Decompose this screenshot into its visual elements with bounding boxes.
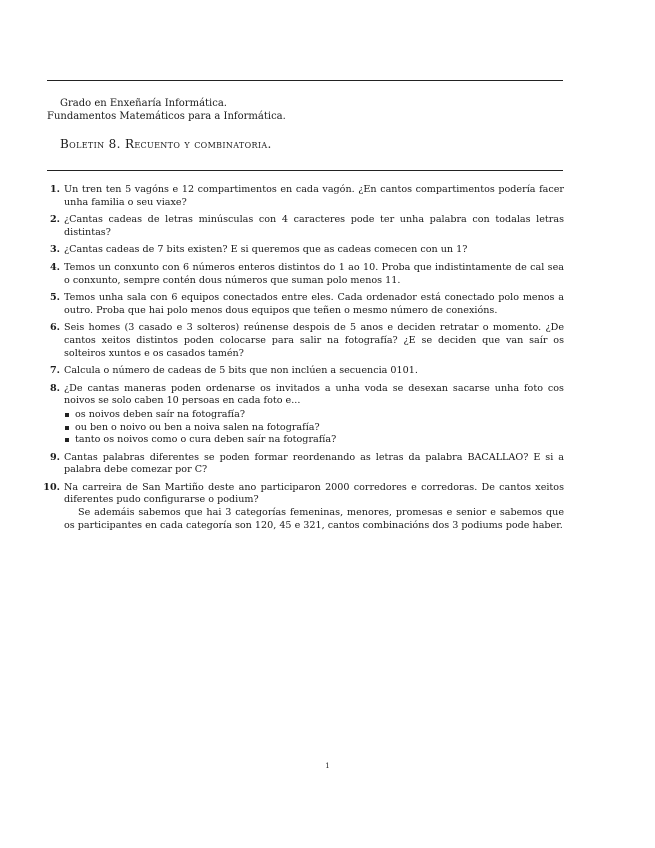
exercise-number: 5. <box>49 292 60 304</box>
top-rule <box>47 80 563 81</box>
exercise-continuation: Se ademáis sabemos que hai 3 categorías femeninas, menores, promesas e senior e sabemos que os participantes en cada categoría son 120, 45 e 321, cantos combinacións dos 3 podiums pode haber. <box>64 507 564 531</box>
sub-item <box>64 422 564 435</box>
sub-item <box>64 434 564 447</box>
exercise-item <box>14 262 564 287</box>
square-bullet-icon <box>65 426 69 430</box>
exercise-list <box>14 184 564 537</box>
exercise-text: ¿De cantas maneras poden ordenarse os invitados a unha voda se desexan sacarse unha foto cos noivos se solo caben 10 persoas en cada foto e... <box>64 382 564 407</box>
exercise-number: 10. <box>43 481 60 493</box>
exercise-item <box>14 292 564 317</box>
exercise-text: ¿Cantas cadeas de 7 bits existen? E si queremos que as cadeas comecen con un 1? <box>64 244 468 256</box>
exercise-text: Cantas palabras diferentes se poden formar reordenando as letras da palabra BACALLAO? E si a palabra debe comezar por C? <box>64 451 564 476</box>
exercise-text: Na carreira de San Martiño deste ano participaron 2000 corredores e corredoras. De cantos xeitos diferentes pudo configurarse o podium? <box>64 481 564 506</box>
exercise-number: 6. <box>49 322 60 334</box>
square-bullet-icon <box>65 438 69 442</box>
exercise-text: Temos un conxunto con 6 números enteros distintos do 1 ao 10. Proba que indistintamente de cal sea o conxunto, sempre contén dous números que suman polo menos 11. <box>64 261 564 286</box>
exercise-item <box>14 322 564 360</box>
exercise-item <box>14 244 564 257</box>
exercise-item <box>14 452 564 477</box>
exercise-number: 7. <box>49 365 60 377</box>
exercise-number: 8. <box>49 382 60 394</box>
sub-item-text: tanto os noivos como o cura deben saír na fotografía? <box>75 434 337 446</box>
exercise-text: Un tren ten 5 vagóns e 12 compartimentos en cada vagón. ¿En cantos compartimentos podería facer unha familia o seu viaxe? <box>64 184 564 208</box>
exercise-number: 1. <box>49 184 60 195</box>
exercise-number: 4. <box>49 261 60 273</box>
exercise-text: ¿Cantas cadeas de letras minúsculas con 4 caracteres pode ter unha palabra con todalas letras distintas? <box>64 214 564 238</box>
page-number: 1 <box>325 762 330 770</box>
sub-item-text: os noivos deben saír na fotografía? <box>75 408 245 420</box>
exercise-number: 3. <box>49 244 60 256</box>
exercise-text: Seis homes (3 casado e 3 solteros) reúnense despois de 5 anos e deciden retratar o momento. ¿De cantos xeitos distintos poden colocarse para salir na fotografía? ¿E se deciden que van saír os solteiros xuntos e os casados tamén? <box>64 322 564 359</box>
exercise-number: 2. <box>49 214 60 226</box>
exercise-item <box>14 184 564 209</box>
degree-title: Grado en Enxeñaría Informática. <box>60 98 227 109</box>
exercise-item <box>14 383 564 447</box>
bulletin-title: Recuento y combinatoria. <box>124 137 272 151</box>
square-bullet-icon <box>65 413 69 417</box>
bulletin-number: Boletin 8. <box>60 137 121 151</box>
exercise-item <box>14 482 564 532</box>
exercise-item <box>14 365 564 378</box>
exercise-item <box>14 214 564 239</box>
exercise-text: Temos unha sala con 6 equipos conectados entre eles. Cada ordenador está conectado polo menos a outro. Proba que hai polo menos dous equipos que teñen o mesmo número de conexións. <box>64 292 564 316</box>
exercise-text: Calcula o número de cadeas de 5 bits que non inclúen a secuencia 0101. <box>64 365 418 377</box>
bulletin-heading <box>60 137 272 151</box>
sub-item-text: ou ben o noivo ou ben a noiva salen na fotografía? <box>75 421 320 433</box>
sub-item <box>64 409 564 422</box>
course-title: Fundamentos Matemáticos para a Informática. <box>47 111 286 122</box>
exercise-sublist <box>64 409 564 447</box>
exercise-number: 9. <box>49 451 60 463</box>
header-bottom-rule <box>47 170 563 171</box>
